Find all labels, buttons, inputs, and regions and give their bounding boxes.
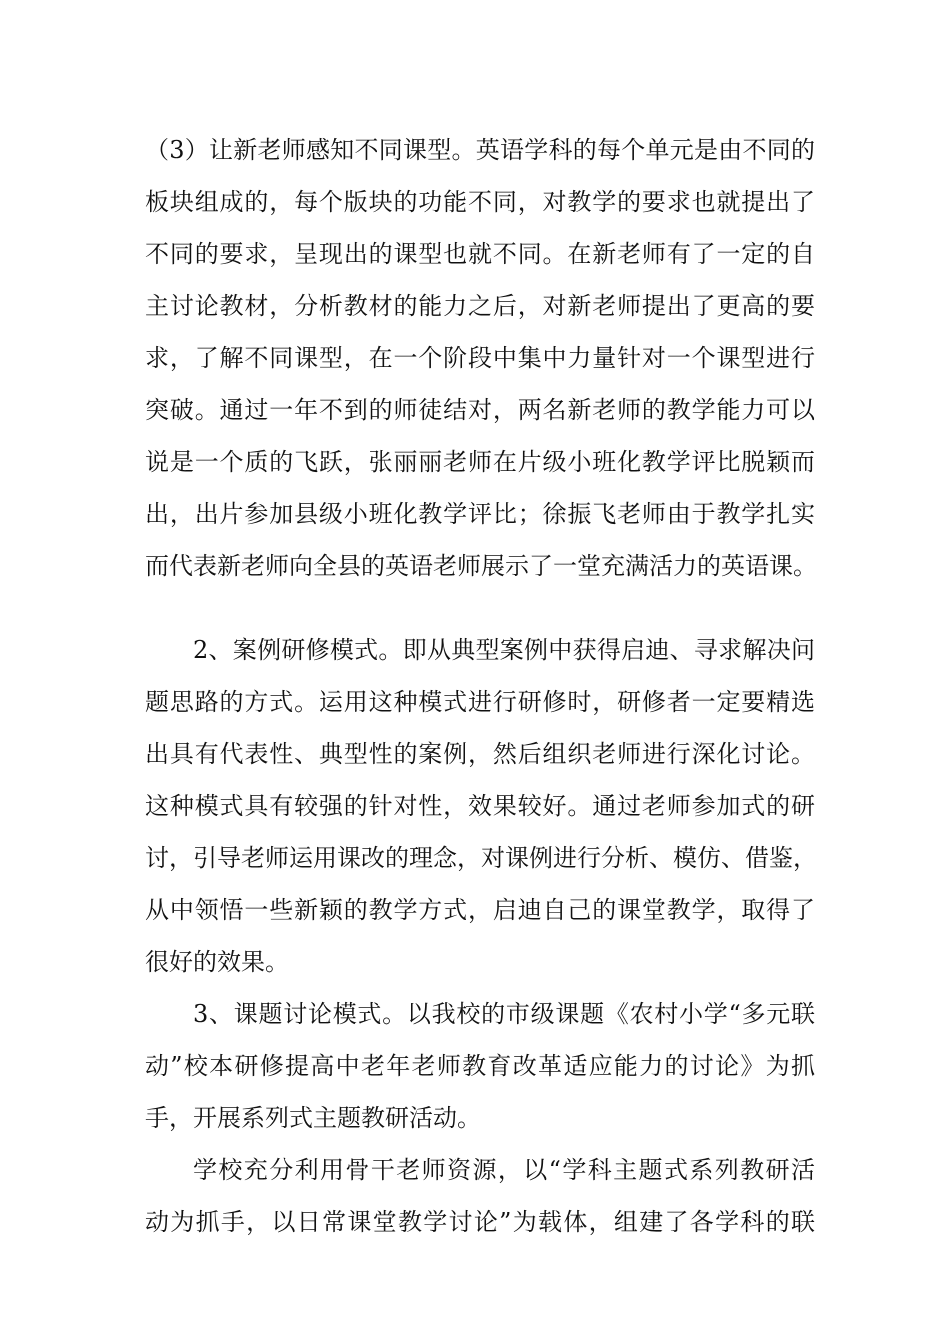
paragraph-line: 题思路的方式。运用这种模式进行研修时，研修者一定要精选 [145, 688, 815, 716]
paragraph-line: 突破。通过一年不到的师徒结对，两名新老师的教学能力可以 [145, 396, 815, 424]
paragraph-line: （3）让新老师感知不同课型。英语学科的每个单元是由不同的 [145, 136, 815, 164]
paragraph-line: 主讨论教材，分析教材的能力之后，对新老师提出了更高的要 [145, 292, 815, 320]
paragraph-line: 3、课题讨论模式。以我校的市级课题《农村小学“多元联 [193, 1000, 815, 1028]
paragraph-line: 很好的效果。 [145, 948, 289, 976]
paragraph-line: 动”校本研修提高中老年老师教育改革适应能力的讨论》为抓 [145, 1052, 815, 1080]
paragraph-line: 板块组成的，每个版块的功能不同，对教学的要求也就提出了 [145, 188, 815, 216]
paragraph-line: 2、案例研修模式。即从典型案例中获得启迪、寻求解决问 [193, 636, 815, 664]
paragraph-line: 出，出片参加县级小班化教学评比；徐振飞老师由于教学扎实 [145, 500, 815, 528]
paragraph-line: 这种模式具有较强的针对性，效果较好。通过老师参加式的研 [145, 792, 815, 820]
paragraph-line: 出具有代表性、典型性的案例，然后组织老师进行深化讨论。 [145, 740, 815, 768]
paragraph-line: 说是一个质的飞跃，张丽丽老师在片级小班化教学评比脱颖而 [145, 448, 815, 476]
paragraph-line: 讨，引导老师运用课改的理念，对课例进行分析、模仿、借鉴， [145, 844, 817, 872]
paragraph-line: 求，了解不同课型，在一个阶段中集中力量针对一个课型进行 [145, 344, 815, 372]
paragraph-line: 学校充分利用骨干老师资源，以“学科主题式系列教研活 [193, 1156, 815, 1184]
paragraph-line: 不同的要求，呈现出的课型也就不同。在新老师有了一定的自 [145, 240, 815, 268]
paragraph-line: 动为抓手，以日常课堂教学讨论”为载体，组建了各学科的联 [145, 1208, 815, 1236]
paragraph-line: 手，开展系列式主题教研活动。 [145, 1104, 481, 1132]
paragraph-line: 而代表新老师向全县的英语老师展示了一堂充满活力的英语课。 [145, 552, 817, 580]
paragraph-line: 从中领悟一些新颖的教学方式，启迪自己的课堂教学，取得了 [145, 896, 815, 924]
